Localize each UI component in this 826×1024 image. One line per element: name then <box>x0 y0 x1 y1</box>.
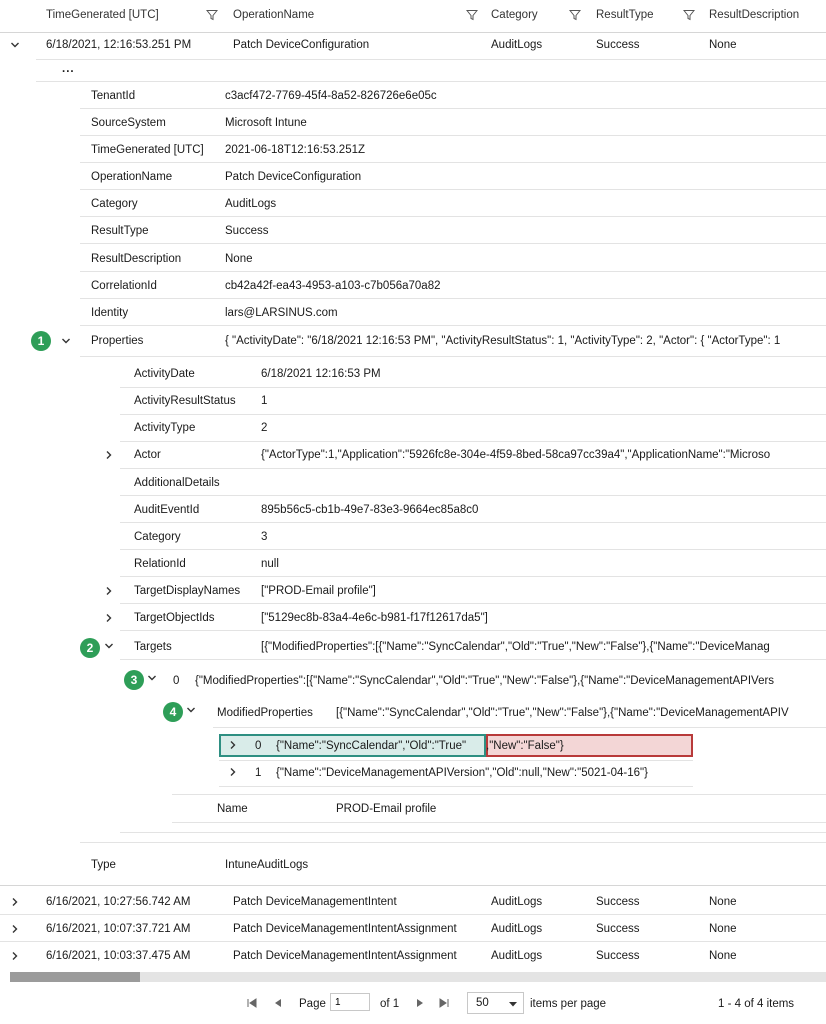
property-value: 2 <box>261 422 268 434</box>
row-result-type: Success <box>596 923 640 935</box>
detail-value: Success <box>225 225 269 237</box>
page-number-input[interactable] <box>330 993 370 1011</box>
col-operation-name[interactable]: OperationName <box>233 9 315 21</box>
chevron-down-icon[interactable] <box>60 335 72 347</box>
dropdown-arrow-icon <box>508 999 518 1009</box>
last-page-icon[interactable] <box>438 997 450 1009</box>
detail-key: Category <box>91 198 138 210</box>
mod-item-index: 0 <box>255 740 262 752</box>
property-value: {"ActorType":1,"Application":"5926fc8e-304e-4f59-8bed-58ca97cc39a4","ApplicationName":"Microso <box>261 449 771 461</box>
filter-icon[interactable] <box>206 9 218 21</box>
row-time: 6/18/2021, 12:16:53.251 PM <box>46 39 192 51</box>
chevron-right-icon[interactable] <box>103 449 115 461</box>
modified-properties-value: [{"Name":"SyncCalendar","Old":"True","New":"False"},{"Name":"DeviceManagementAPIV <box>336 707 789 719</box>
property-key: Actor <box>134 449 161 461</box>
col-category[interactable]: Category <box>491 9 538 21</box>
detail-value: Microsoft Intune <box>225 117 307 129</box>
property-value: 895b56c5-cb1b-49e7-83e3-9664ec85a8c0 <box>261 504 479 516</box>
detail-value: c3acf472-7769-45f4-8a52-826726e6e05c <box>225 90 437 102</box>
property-key: ActivityDate <box>134 368 195 380</box>
detail-value: Patch DeviceConfiguration <box>225 171 362 183</box>
chevron-right-icon[interactable] <box>227 739 239 751</box>
modified-properties-key: ModifiedProperties <box>217 707 313 719</box>
chevron-down-icon[interactable] <box>9 39 21 51</box>
items-per-page-label: items per page <box>530 998 607 1010</box>
property-value: ["5129ec8b-83a4-4e6c-b981-f17f12617da5"] <box>261 612 488 624</box>
detail-key: Identity <box>91 307 129 319</box>
page-size-value: 50 <box>476 997 489 1009</box>
property-key: RelationId <box>134 558 186 570</box>
type-value: IntuneAuditLogs <box>225 859 309 871</box>
mod-item-old: {"Name":"SyncCalendar","Old":"True" <box>276 740 467 752</box>
property-value: 1 <box>261 395 268 407</box>
detail-key: ResultType <box>91 225 149 237</box>
chevron-right-icon[interactable] <box>103 612 115 624</box>
property-value: 3 <box>261 531 268 543</box>
col-result-description[interactable]: ResultDescription <box>709 9 800 21</box>
first-page-icon[interactable] <box>246 997 258 1009</box>
step-badge-3: 3 <box>124 670 144 690</box>
chevron-right-icon[interactable] <box>9 950 21 962</box>
chevron-right-icon[interactable] <box>227 766 239 778</box>
target-value: {"ModifiedProperties":[{"Name":"SyncCalendar","Old":"True","New":"False"},{"Name":"DeviceManagementAPIVers <box>195 675 775 687</box>
row-result-description: None <box>709 39 737 51</box>
filter-icon[interactable] <box>569 9 581 21</box>
chevron-down-icon[interactable] <box>103 640 115 652</box>
row-category: AuditLogs <box>491 950 543 962</box>
properties-value: { "ActivityDate": "6/18/2021 12:16:53 PM", "ActivityResultStatus": 1, "ActivityType": 2, "Actor": { "ActorType": 1 <box>225 335 781 347</box>
mod-item-new: ,"New":"False"} <box>486 740 564 752</box>
row-operation: Patch DeviceManagementIntent <box>233 896 397 908</box>
row-result-description: None <box>709 950 737 962</box>
detail-key: OperationName <box>91 171 173 183</box>
chevron-down-icon[interactable] <box>185 704 197 716</box>
detail-value: 2021-06-18T12:16:53.251Z <box>225 144 366 156</box>
row-operation: Patch DeviceManagementIntentAssignment <box>233 950 457 962</box>
mod-item-index: 1 <box>255 767 262 779</box>
property-key: TargetObjectIds <box>134 612 215 624</box>
targets-value: [{"ModifiedProperties":[{"Name":"SyncCalendar","Old":"True","New":"False"},{"Name":"DeviceManag <box>261 641 770 653</box>
row-category: AuditLogs <box>491 923 543 935</box>
row-result-description: None <box>709 896 737 908</box>
detail-key: SourceSystem <box>91 117 166 129</box>
row-time: 6/16/2021, 10:03:37.475 AM <box>46 950 191 962</box>
filter-icon[interactable] <box>683 9 695 21</box>
col-time-generated[interactable]: TimeGenerated [UTC] <box>46 9 159 21</box>
detail-value: None <box>225 253 253 265</box>
page-size-select[interactable] <box>467 992 524 1014</box>
property-value: null <box>261 558 279 570</box>
chevron-right-icon[interactable] <box>9 896 21 908</box>
property-key: ActivityType <box>134 422 196 434</box>
targets-key: Targets <box>134 641 172 653</box>
property-key: Category <box>134 531 181 543</box>
row-result-type: Success <box>596 950 640 962</box>
row-time: 6/16/2021, 10:07:37.721 AM <box>46 923 191 935</box>
mod-item-value: {"Name":"DeviceManagementAPIVersion","Old":null,"New":"5021-04-16"} <box>276 767 648 779</box>
detail-value: AuditLogs <box>225 198 277 210</box>
filter-icon[interactable] <box>466 9 478 21</box>
detail-key: CorrelationId <box>91 280 157 292</box>
row-result-type: Success <box>596 39 640 51</box>
detail-value: lars@LARSINUS.com <box>225 307 338 319</box>
detail-key: TimeGenerated [UTC] <box>91 144 204 156</box>
col-result-type[interactable]: ResultType <box>596 9 654 21</box>
row-time: 6/16/2021, 10:27:56.742 AM <box>46 896 191 908</box>
detail-key: ResultDescription <box>91 253 182 265</box>
name-value: PROD-Email profile <box>336 803 437 815</box>
step-badge-2: 2 <box>80 638 100 658</box>
property-key: AuditEventId <box>134 504 200 516</box>
chevron-down-icon[interactable] <box>146 672 158 684</box>
scrollbar-thumb[interactable] <box>10 972 140 982</box>
row-category: AuditLogs <box>491 896 543 908</box>
property-key: ActivityResultStatus <box>134 395 236 407</box>
property-value: ["PROD-Email profile"] <box>261 585 376 597</box>
step-badge-1: 1 <box>31 331 51 351</box>
step-badge-4: 4 <box>163 702 183 722</box>
property-key: TargetDisplayNames <box>134 585 241 597</box>
name-key: Name <box>217 803 248 815</box>
next-page-icon[interactable] <box>414 997 426 1009</box>
grid-header <box>0 0 826 33</box>
properties-key: Properties <box>91 335 144 347</box>
page-label: Page <box>299 998 326 1010</box>
more-columns-ellipsis[interactable]: ... <box>62 63 75 75</box>
prev-page-icon[interactable] <box>272 997 284 1009</box>
row-operation: Patch DeviceConfiguration <box>233 39 370 51</box>
property-key: AdditionalDetails <box>134 477 220 489</box>
type-key: Type <box>91 859 116 871</box>
row-operation: Patch DeviceManagementIntentAssignment <box>233 923 457 935</box>
target-index: 0 <box>173 675 180 687</box>
chevron-right-icon[interactable] <box>9 923 21 935</box>
property-value: 6/18/2021 12:16:53 PM <box>261 368 381 380</box>
detail-key: TenantId <box>91 90 136 102</box>
detail-value: cb42a42f-ea43-4953-a103-c7b056a70a82 <box>225 280 441 292</box>
row-category: AuditLogs <box>491 39 543 51</box>
chevron-right-icon[interactable] <box>103 585 115 597</box>
row-result-type: Success <box>596 896 640 908</box>
pager-summary: 1 - 4 of 4 items <box>718 998 795 1010</box>
row-result-description: None <box>709 923 737 935</box>
page-of-label: of 1 <box>380 998 400 1010</box>
